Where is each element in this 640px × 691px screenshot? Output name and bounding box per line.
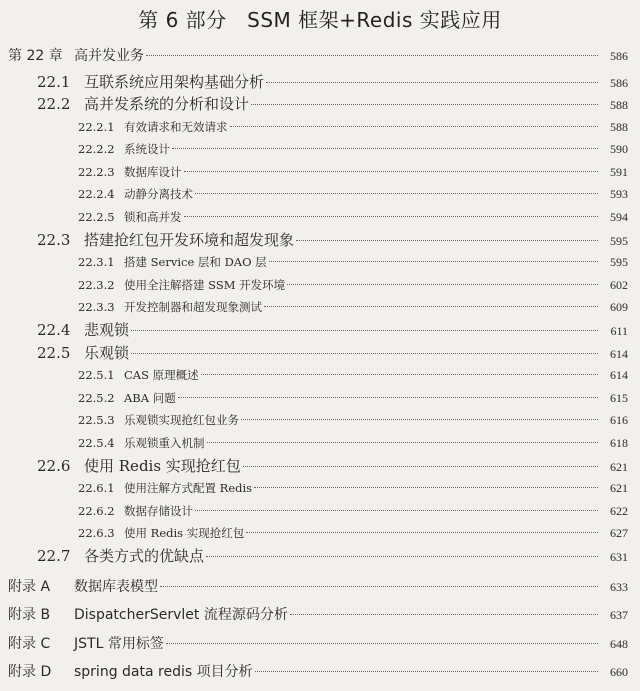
entry-title: 悲观锁 <box>84 321 130 340</box>
entry-page-number: 611 <box>610 324 628 339</box>
toc-chapter-entry <box>0 601 640 630</box>
toc-subsection-entry <box>0 364 640 387</box>
entry-page-number: 621 <box>610 459 628 474</box>
entry-number: 附录 B <box>8 607 51 624</box>
entry-number: 22.5.2 <box>78 390 115 405</box>
entry-title: 互联系统应用架构基础分析 <box>84 72 265 91</box>
entry-page-number: 593 <box>610 187 628 202</box>
leader-dots <box>184 171 599 172</box>
part-title: 第 6 部分 SSM 框架+Redis 实践应用 <box>138 8 502 32</box>
entry-number: 22.2.3 <box>78 164 115 179</box>
entry-number: 22.2.1 <box>78 119 115 134</box>
leader-dots <box>201 374 598 375</box>
entry-page-number: 588 <box>610 119 628 134</box>
entry-number: 附录 C <box>8 635 51 652</box>
toc-section-entry <box>0 545 640 568</box>
leader-dots <box>160 586 598 587</box>
toc-section-entry <box>0 342 640 365</box>
entry-number: 22.2.5 <box>78 210 115 225</box>
entry-number: 22.6.3 <box>78 526 115 541</box>
leader-dots <box>206 556 598 557</box>
toc-section-entry <box>0 319 640 342</box>
entry-page-number: 615 <box>610 390 628 405</box>
entry-title: 使用全注解搭建 SSM 开发环境 <box>124 277 286 292</box>
toc-chapter-entry <box>0 658 640 687</box>
entry-page-number: 618 <box>610 436 628 450</box>
toc-section-entry <box>0 455 640 478</box>
entry-number: 22.7 <box>37 546 71 565</box>
entry-title: 搭建抢红包开发环境和超发现象 <box>84 230 295 249</box>
leader-dots <box>264 306 598 307</box>
entry-page-number: 609 <box>610 300 628 315</box>
entry-title: 数据存储设计 <box>124 503 193 518</box>
entry-title: CAS 原理概述 <box>124 368 199 383</box>
entry-number: 22.6.2 <box>78 503 115 518</box>
entry-number: 第 22 章 <box>8 48 63 64</box>
leader-dots <box>269 261 598 262</box>
entry-page-number: 631 <box>610 549 628 564</box>
entry-title: 系统设计 <box>124 142 170 157</box>
toc-section-entry <box>0 93 640 116</box>
toc-subsection-entry <box>0 206 640 229</box>
toc-chapter-entry <box>0 42 640 71</box>
leader-dots <box>178 397 598 398</box>
entry-number: 22.5.1 <box>78 368 115 383</box>
toc-subsection-entry <box>0 161 640 184</box>
toc-subsection-entry <box>0 387 640 410</box>
leader-dots <box>172 148 598 149</box>
toc-subsection-entry <box>0 183 640 206</box>
toc-subsection-entry <box>0 251 640 274</box>
entry-number: 22.2.2 <box>78 142 115 157</box>
toc-subsection-entry <box>0 432 640 455</box>
entry-title: JSTL 常用标签 <box>74 635 164 652</box>
entry-number: 附录 D <box>8 664 52 681</box>
entry-number: 22.1 <box>37 72 71 91</box>
toc-subsection-entry <box>0 409 640 432</box>
entry-page-number: 586 <box>610 75 628 90</box>
leader-dots <box>266 82 598 83</box>
entry-page-number: 595 <box>610 233 628 248</box>
entry-page-number: 660 <box>610 665 628 680</box>
entry-number: 22.2.4 <box>78 187 115 202</box>
leader-dots <box>296 240 598 241</box>
entry-title: spring data redis 项目分析 <box>74 664 253 681</box>
leader-dots <box>241 419 598 420</box>
entry-page-number: 614 <box>610 368 628 383</box>
entry-title: 使用注解方式配置 Redis <box>124 481 253 496</box>
entry-title: 数据库表模型 <box>74 578 158 595</box>
leader-dots <box>166 643 598 644</box>
leader-dots <box>243 466 598 467</box>
entry-title: 数据库设计 <box>124 164 182 179</box>
toc-subsection-entry <box>0 138 640 161</box>
entry-title: 开发控制器和超发现象测试 <box>124 300 262 315</box>
entry-page-number: 622 <box>610 503 628 518</box>
leader-dots <box>290 614 598 615</box>
leader-dots <box>131 330 598 331</box>
entry-title: 高并发系统的分析和设计 <box>84 95 250 114</box>
entry-page-number: 633 <box>610 579 628 594</box>
entry-title: 乐观锁重入机制 <box>124 436 205 450</box>
entry-title: ABA 问题 <box>124 390 176 405</box>
entry-page-number: 588 <box>610 98 628 113</box>
toc-chapter-entry <box>0 573 640 602</box>
entry-page-number: 594 <box>610 210 628 225</box>
toc-subsection-entry <box>0 116 640 139</box>
entry-page-number: 621 <box>610 481 628 496</box>
leader-dots <box>146 55 598 56</box>
toc-subsection-entry <box>0 500 640 523</box>
entry-page-number: 591 <box>610 164 628 179</box>
entry-page-number: 616 <box>610 413 628 428</box>
entry-number: 22.6 <box>37 456 71 475</box>
entry-page-number: 648 <box>610 636 628 651</box>
entry-title: 乐观锁 <box>84 343 130 362</box>
entry-page-number: 637 <box>610 608 628 623</box>
toc-section-entry <box>0 71 640 94</box>
leader-dots <box>131 353 598 354</box>
leader-dots <box>287 284 598 285</box>
leader-dots <box>207 442 599 443</box>
toc-subsection-entry <box>0 477 640 500</box>
entry-page-number: 590 <box>610 142 628 157</box>
toc-section-entry <box>0 229 640 252</box>
entry-number: 22.3.3 <box>78 300 115 315</box>
entry-title: 使用 Redis 实现抢红包 <box>124 526 245 541</box>
toc-chapter-entry <box>0 630 640 659</box>
entry-title: 动静分离技术 <box>124 187 193 202</box>
entry-number: 附录 A <box>8 578 51 595</box>
leader-dots <box>195 193 598 194</box>
leader-dots <box>254 487 598 488</box>
entry-title: 使用 Redis 实现抢红包 <box>84 456 241 475</box>
entry-number: 22.3 <box>37 230 71 249</box>
entry-title: 锁和高并发 <box>124 210 182 225</box>
entry-title: 各类方式的优缺点 <box>84 546 205 565</box>
entry-number: 22.3.1 <box>78 255 115 270</box>
entry-page-number: 627 <box>610 526 628 541</box>
toc-subsection-entry <box>0 274 640 297</box>
leader-dots <box>251 104 598 105</box>
entry-number: 22.5 <box>37 343 71 362</box>
entry-number: 22.3.2 <box>78 277 115 292</box>
entry-page-number: 595 <box>610 255 628 270</box>
leader-dots <box>246 532 598 533</box>
entry-page-number: 614 <box>610 346 628 361</box>
entry-number: 22.4 <box>37 321 71 340</box>
table-of-contents <box>0 42 640 687</box>
leader-dots <box>255 671 598 672</box>
toc-subsection-entry <box>0 522 640 545</box>
toc-subsection-entry <box>0 296 640 319</box>
entry-number: 22.5.3 <box>78 413 115 428</box>
entry-page-number: 602 <box>610 277 628 292</box>
entry-number: 22.5.4 <box>78 436 115 450</box>
entry-title: 乐观锁实现抢红包业务 <box>124 413 239 428</box>
entry-page-number: 586 <box>610 49 628 63</box>
entry-number: 22.6.1 <box>78 481 115 496</box>
leader-dots <box>230 126 599 127</box>
entry-title: 高并发业务 <box>74 48 144 64</box>
entry-title: 有效请求和无效请求 <box>124 119 228 134</box>
entry-title: 搭建 Service 层和 DAO 层 <box>124 255 267 270</box>
entry-number: 22.2 <box>37 95 71 114</box>
entry-title: DispatcherServlet 流程源码分析 <box>74 607 288 624</box>
leader-dots <box>195 510 598 511</box>
leader-dots <box>184 216 599 217</box>
